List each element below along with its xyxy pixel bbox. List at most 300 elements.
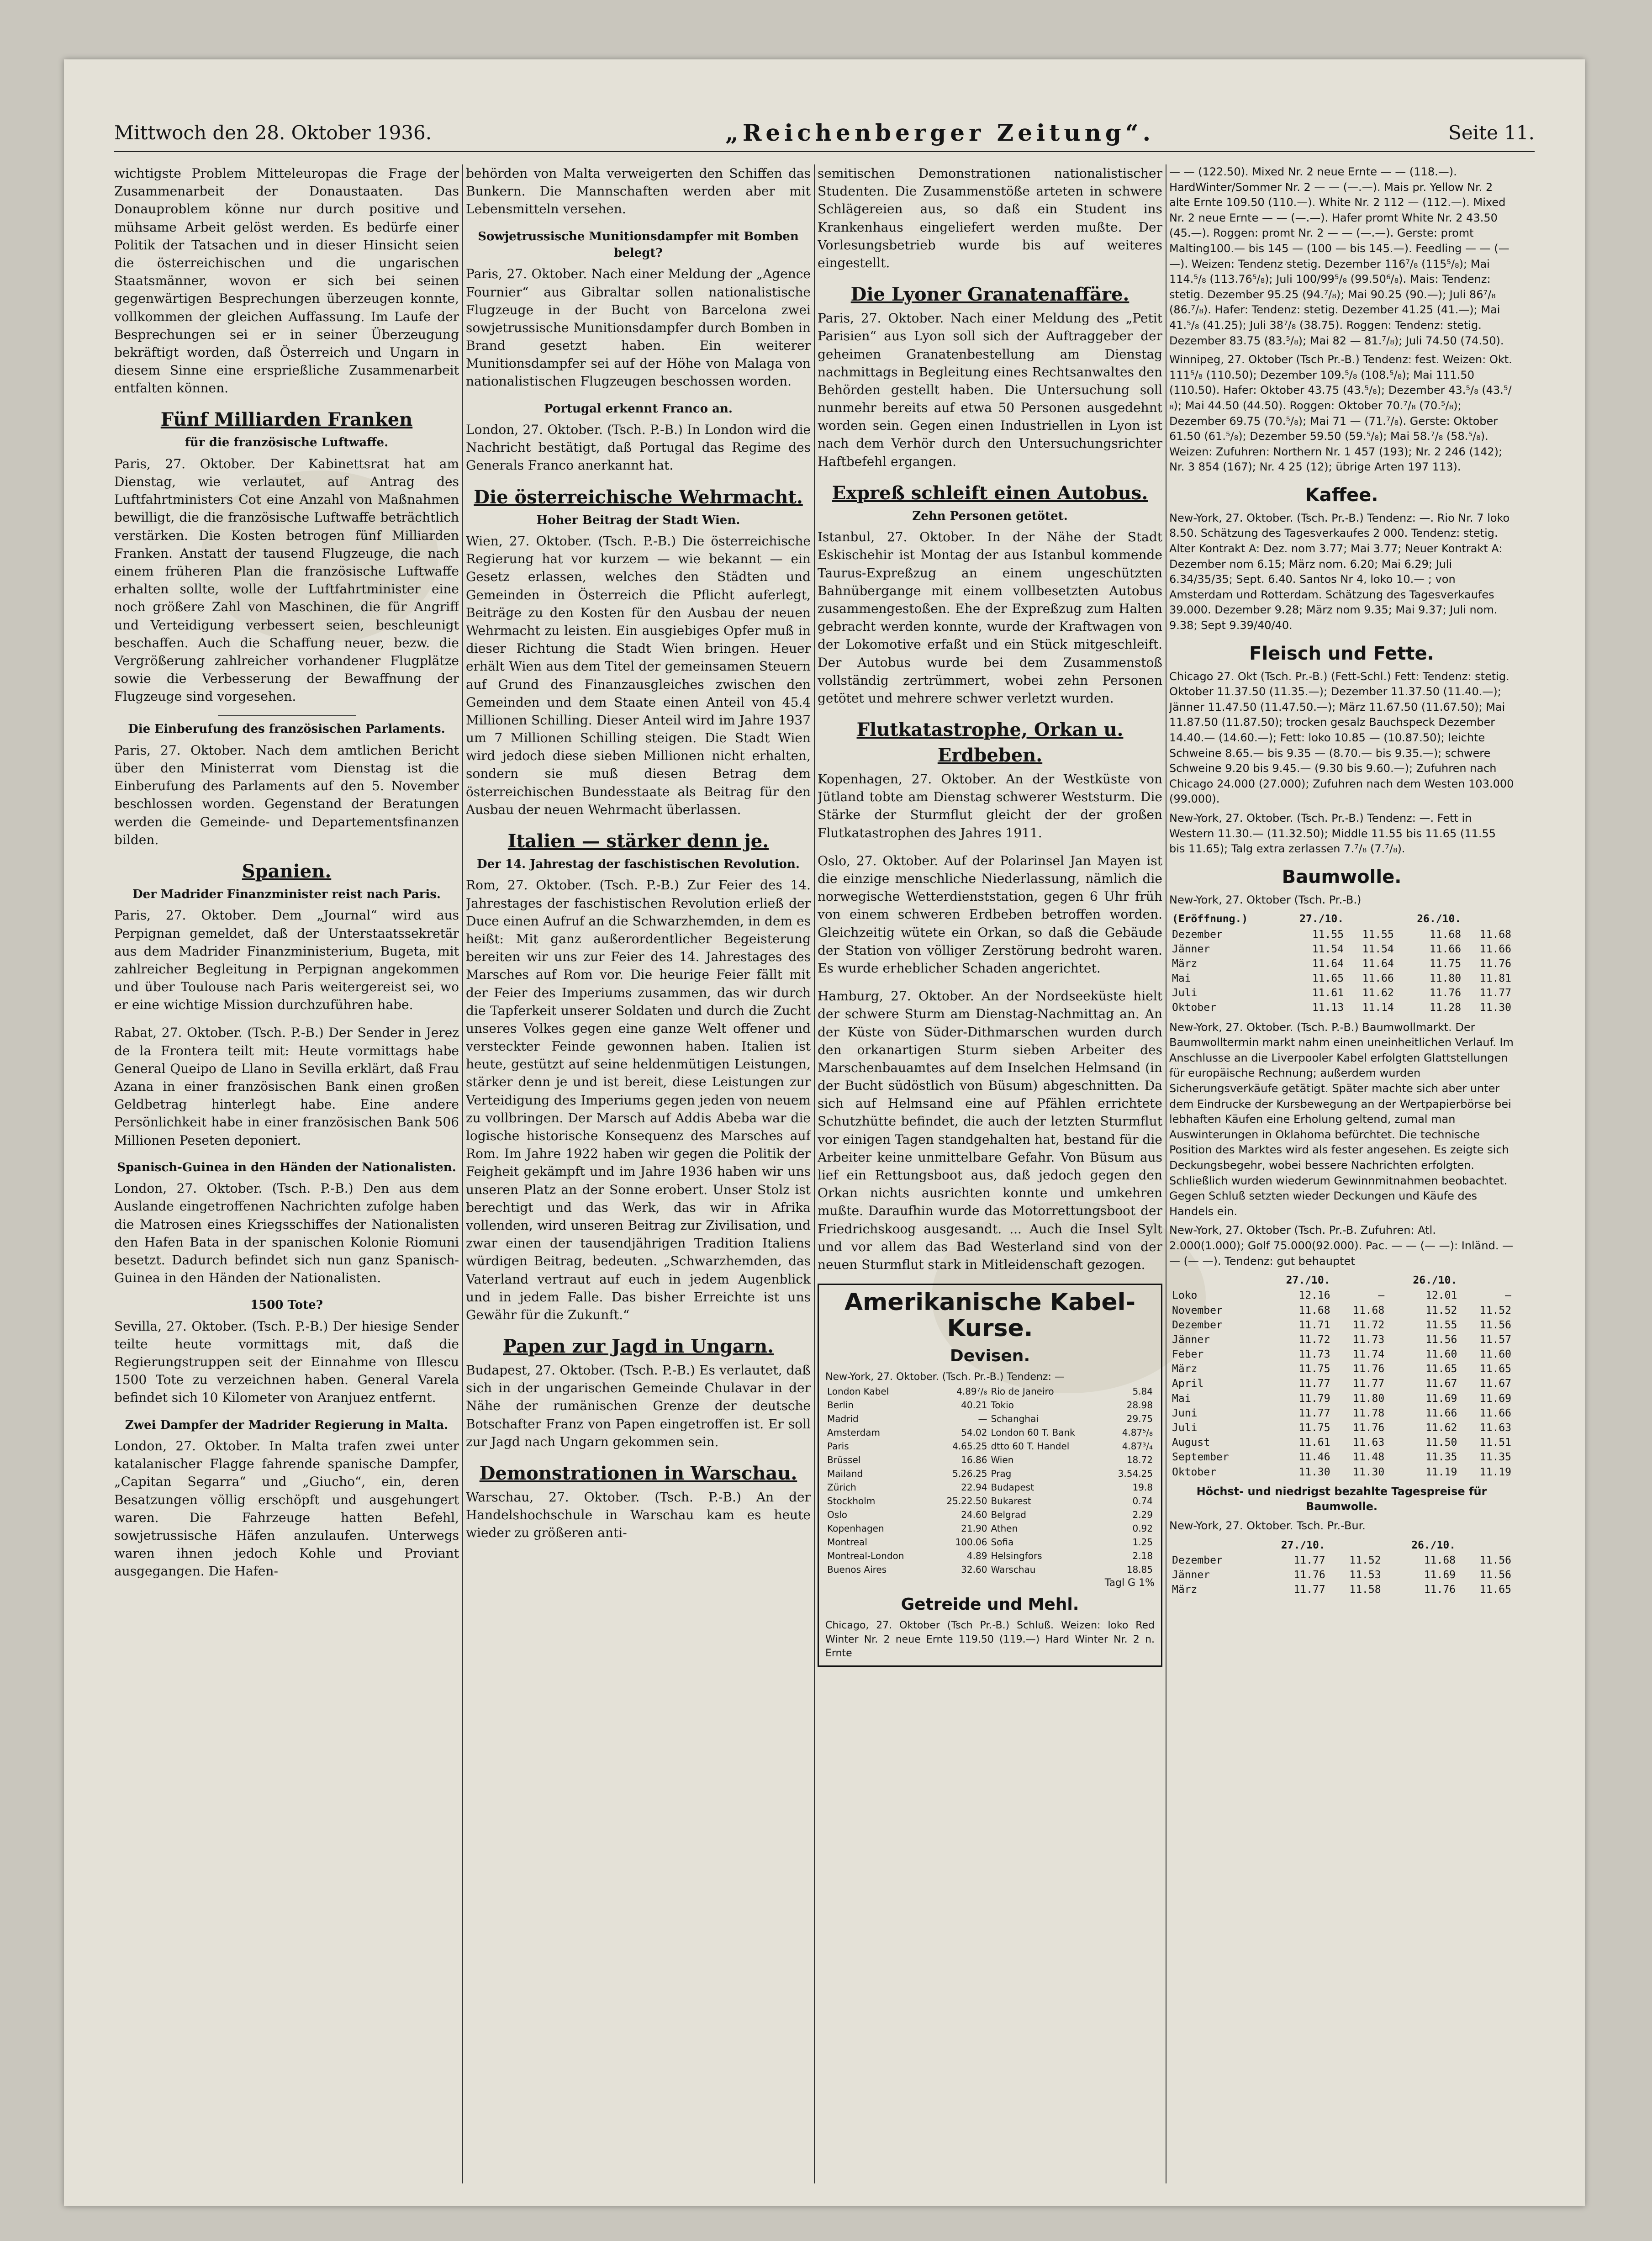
cotton-price: 11.65 [1312,973,1344,985]
cotton-price: 11.76 [1479,957,1511,970]
devisen-place: Sofia [991,1536,1014,1548]
devisen-rate: 19.8 [1132,1481,1153,1493]
cotton-table-closing [1169,1273,1514,1480]
cotton-price: 11.77 [1293,1554,1325,1566]
cotton-month: Dezember [1172,1319,1223,1331]
cotton-table-range [1169,1538,1514,1597]
cotton-month: März [1172,957,1198,970]
devisen-place: Buenos Aires [827,1564,887,1575]
cotton-month: November [1172,1304,1223,1316]
article-body: semitischen Demonstrationen nationalistischer Studenten. Die Zusammenstöße arteten in schwere Schlägereien aus, so daß ein Student ins Krankenhaus eingeliefert werden mußte. Der Vorlesungsbetrieb wurde bis auf weiteres eingestellt. [818,166,1162,270]
cotton-price: 12.16 [1298,1290,1330,1302]
cotton-month: September [1172,1451,1229,1464]
article [466,1461,811,1542]
cotton-price: 11.61 [1298,1437,1330,1449]
cotton-price: 11.68 [1352,1304,1385,1316]
cotton-price: 11.74 [1352,1348,1385,1361]
devisen-row [825,1480,1155,1494]
cotton-row [1169,1376,1514,1391]
article [818,282,1162,470]
cotton-price: — [1378,1290,1385,1302]
cotton-price: 11.77 [1298,1378,1330,1390]
cotton-month: Jänner [1172,943,1210,955]
cotton-row [1169,1288,1514,1303]
cotton-price: 11.52 [1479,1304,1511,1316]
cotton-month: Loko [1172,1290,1198,1302]
devisen-row [825,1453,1155,1467]
cotton-price: 11.63 [1479,1422,1511,1434]
cotton-row [1169,1332,1514,1347]
article-subheadline: Spanisch-Guinea in den Händen der Nationalisten. [117,1160,456,1174]
issue-date: Mittwoch den 28. Oktober 1936. [114,121,432,144]
cotton-price: 11.61 [1312,987,1344,999]
devisen-place: Bukarest [991,1495,1031,1506]
article [818,481,1162,707]
cotton-price: 11.56 [1479,1319,1511,1331]
cotton-row [1169,1465,1514,1480]
devisen-place: Warschau [991,1564,1036,1575]
cotton-row [1169,1362,1514,1376]
cotton-row [1169,1391,1514,1406]
devisen-rate: 28.98 [1126,1399,1153,1411]
cotton-month: Juli [1172,987,1198,999]
cotton-price: 11.68 [1429,928,1462,941]
article-body: Warschau, 27. Oktober. (Tsch. P.-B.) An der Handelshochschule in Warschau kam es heute wieder zu größeren anti- [466,1490,811,1541]
cotton-price: 11.55 [1362,928,1394,941]
cotton-row [1169,1435,1514,1450]
article [818,987,1162,1274]
cotton-row [1169,971,1514,986]
cotton-month: Juli [1172,1422,1198,1434]
article-body: Istanbul, 27. Oktober. In der Nähe der Stadt Eskischehir ist Montag der aus Istanbul kommende Taurus-Expreßzug an einem ungeschützten Bahnübergange mit einem vollbesetzten Autobus zusammengestoßen. Ehe der Expreßzug zum Halten gebracht werden konnte, wurde der Kraftwagen von der Lokomotive erfaßt und ein Stück mitgeschleift. Der Autobus wurde bei dem Zusammenstoß vollständig zertrümmert, wobei zehn Personen getötet und mehrere schwer verletzt wurden. [818,529,1162,706]
cotton-price: 11.75 [1298,1422,1330,1434]
cotton-month: März [1172,1363,1198,1375]
column-1 [114,164,459,2188]
devisen-place: dtto 60 T. Handel [991,1440,1070,1452]
cotton-month: Oktober [1172,1002,1216,1014]
cotton-price: 11.68 [1298,1304,1330,1316]
devisen-place: Rio de Janeiro [991,1385,1054,1397]
cotton-price: 11.67 [1425,1378,1457,1390]
cotton-price: 11.69 [1424,1569,1456,1581]
cotton-price: 11.14 [1362,1002,1394,1014]
devisen-rate: 21.90 [961,1522,987,1534]
cotton-price: 11.69 [1425,1392,1457,1405]
devisen-rate: 40.21 [961,1399,987,1411]
cotton-month: Mai [1172,973,1191,985]
cotton-price: 11.51 [1479,1437,1511,1449]
cotton-month: Feber [1172,1348,1204,1361]
cotton-price: 11.71 [1298,1319,1330,1331]
article [466,401,811,475]
devisen-place: Wien [991,1454,1014,1465]
cotton-row [1169,957,1514,971]
cotton-table-opening [1169,911,1514,1015]
cotton-price: 11.65 [1479,1584,1511,1596]
cotton-column-header [1346,911,1397,927]
devisen-place: Helsingfors [991,1550,1042,1561]
devisen-place: Belgrad [991,1509,1026,1520]
article [466,228,811,391]
devisen-table [825,1385,1155,1576]
devisen-place: Amsterdam [827,1427,881,1438]
devisen-place: Stockholm [827,1495,876,1506]
devisen-rate: 29.75 [1126,1413,1153,1424]
article-body: Paris, 27. Oktober. Nach dem amtlichen Bericht über den Ministerrat vom Dienstag ist die Einberufung des Parlaments auf den 5. November beschlossen worden. Gegenstand der Beratungen werden die Gemeinde- und Departementsfinanzen bilden. [114,742,459,847]
cotton-price: 11.64 [1312,957,1344,970]
article-body: Rom, 27. Oktober. (Tsch. P.-B.) Zur Feier des 14. Jahrestages der faschistischen Revolution erließ der Duce einen Aufruf an die Schwarzhemden, in dem es heißt: Mit ganz außerordentlicher Begeisterung bereiten wir uns zur Feier des 14. Jahrestages des Marsches auf Rom vor. Die heurige Feier fällt mit der Feier des Imperiums zusammen, das wir durch die Tapferkeit unserer Soldaten und durch die Zucht unseres Volkes gegen eine ganze Welt offener und versteckter Feinde gewonnen haben. Italien ist heute, gestützt auf seine heldenmütigen Leistungen, stärker denn je und ist bereit, diese Leistungen zur Verteidigung des Imperiums gegen jeden von neuem zu vollbringen. Der Marsch auf Addis Abeba war die logische historische Konsequenz des Marsches auf Rom. Im Jahre 1922 haben wir gegen die Politik der Feigheit gekämpft und im Jahre 1936 haben wir uns unseren Platz an der Sonne erobert. Unser Stolz ist berechtigt und das Werk, das wir in Afrika vollenden, wird unseren Beitrag zur Zivilisation, und zwar einen der tausendjährigen Tradition Italiens würdigen Beitrag, bedeuten. „Schwarzhemden, das Vaterland vertraut auf euch in jedem Augenblick und in jedem Falle. Das bisher Erreichte ist uns Gewähr für die Zukunft.“ [466,877,811,1322]
kaffee-report: New-York, 27. Oktober. (Tsch. Pr.-B.) Tendenz: —. Rio Nr. 7 loko 8.50. Schätzung des Tagesverkaufes 2 000. Tendenz: stetig. Alter Kontrakt A: Dez. nom 3.77; Mai 3.77; Neuer Kontrakt A: Dezember nom 6.15; März nom. 6.20; Mai 6.29; Juli 6.34/35/35; Sept. 6.40. Santos Nr 4, loko 10.— ; von Amsterdam und Rotterdam. Schätzung des Tagesverkaufes 39.000. Dezember 9.28; März nom 9.35; Mai 9.37; Juli nom. 9.38; Sept 9.39/40/40. [1169,511,1510,632]
article [466,485,811,819]
devisen-place: Prag [991,1468,1012,1479]
devisen-rate: 24.60 [961,1509,987,1520]
devisen-rate: 4.89 [966,1550,987,1561]
column-rule [462,164,463,2183]
article [818,717,1162,842]
kaffee-heading: Kaffee. [1305,484,1378,506]
devisen-row [825,1467,1155,1480]
article-body: London, 27. Oktober. (Tsch. P.-B.) Den aus dem Auslande eingetroffenen Nachrichten zufolge haben die Matrosen eines Kriegsschiffes der Nationalisten den Hafen Bata in der spanischen Kolonie Riomuni besetzt. Dadurch befindet sich nun ganz Spanisch-Guinea in den Händen der Nationalisten. [114,1181,459,1286]
article-headline: Papen zur Jagd in Ungarn. [503,1336,774,1358]
cotton-month: August [1172,1437,1210,1449]
cotton-month: Jänner [1172,1333,1210,1346]
cotton-month: April [1172,1378,1204,1390]
devisen-rate: 2.29 [1132,1509,1153,1520]
devisen-rate: 0.92 [1132,1522,1153,1534]
cotton-price: 11.79 [1298,1392,1330,1405]
article-subheadline: Hoher Beitrag der Stadt Wien. [536,513,740,527]
devisen-place: Brüssel [827,1454,861,1465]
cotton-price: 11.77 [1293,1584,1325,1596]
cotton-month: Jänner [1172,1569,1210,1581]
article-body: Kopenhagen, 27. Oktober. An der Westküste von Jütland tobte am Dienstag schwerer Weststurm. Die Stärke der Sturmflut gleicht der der großen Flutkatastrophen des Jahres 1911. [818,772,1162,840]
column-2 [466,164,811,2188]
devisen-rate: 4.87³/₄ [1122,1440,1153,1452]
cotton-row [1169,1000,1514,1015]
newspaper-page [64,59,1585,2206]
cotton-month: Juni [1172,1407,1198,1419]
devisen-place: Budapest [991,1481,1034,1493]
cotton-column-header: 27./10. [1299,913,1344,925]
cotton-row [1169,1450,1514,1464]
baumwolle-heading: Baumwolle. [1282,866,1402,888]
cotton-column-header [1333,1273,1388,1288]
cotton-price: 11.66 [1479,1407,1511,1419]
cotton-row [1169,1347,1514,1362]
article [818,164,1162,272]
devisen-place: Berlin [827,1399,854,1411]
cotton-price: 11.53 [1349,1569,1381,1581]
cotton-price: 11.63 [1352,1437,1385,1449]
cotton-month: Dezember [1172,1554,1223,1566]
article-body: Paris, 27. Oktober. Nach einer Meldung des „Petit Parisien“ aus Lyon soll sich der Auftraggeber der geheimen Granatenbestellung am Dienstag nachmittags in Begleitung eines Rechtsanwaltes den Behörden gestellt haben. Die Untersuchung soll nunmehr bereits auf etwa 50 Personen ausgedehnt worden sein. Gegen einen Industriellen in Lyon ist nach dem Verhör durch den Untersuchungsrichter Haftbefehl ergangen. [818,311,1162,469]
getreide-text: Chicago, 27. Oktober (Tsch Pr.-B.) Schluß. Weizen: loko Red Winter Nr. 2 neue Ernte 119.50 (119.—) Hard Winter Nr. 2 n. Ernte [825,1619,1155,1660]
devisen-rate: 18.85 [1126,1564,1153,1575]
cotton-price: 11.56 [1479,1569,1511,1581]
devisen-rate: 4.87⁵/₈ [1122,1427,1153,1438]
devisen-row [825,1563,1155,1576]
cotton-price: 11.57 [1479,1333,1511,1346]
cotton-table-3-title: New-York, 27. Oktober. Tsch. Pr.-Bur. [1169,1519,1366,1532]
devisen-rate: 54.02 [961,1427,987,1438]
cotton-price: 11.73 [1298,1348,1330,1361]
cotton-price: 11.80 [1429,973,1462,985]
cotton-price: 11.73 [1352,1333,1385,1346]
cotton-price: 11.30 [1298,1466,1330,1478]
grain-report: — — (122.50). Mixed Nr. 2 neue Ernte — — (118.—). HardWinter/Sommer Nr. 2 — — (—.—). Mais pr. Yellow Nr. 2 alte Ernte 109.50 (110.—). White Nr. 2 112 — (112.—). Mixed Nr. 2 neue Ernte — — (—.—). Hafer promt White Nr. 2 43.50 (45.—). Roggen: promt Nr. 2 — — (—.—). Gerste: promt Malting100.— bis 145 — (100 — bis 145.—). Feedling — — (— —). Weizen: Tendenz stetig. Dezember 116⁷/₈ (115⁵/₈); Mai 114.⁵/₈ (113.76⁵/₈); Juli 100/99⁵/₈ (99.50⁶/₈). Mais: Tendenz: stetig. Dezember 95.25 (94.⁷/₈); Mai 90.25 (90.—); Juli 86⁷/₈ (86.⁷/₈). Hafer: Tendenz: stetig. Dezember 41.25 (41.—); Mai 41.⁵/₈ (41.25); Juli 38⁷/₈ (38.75). Roggen: Tendenz: stetig. Dezember 83.75 (83.⁵/₈); Mai 82 — 81.⁷/₈); Juli 74.50 (74.50). [1169,165,1509,347]
cotton-price: 11.72 [1352,1319,1385,1331]
winnipeg-report: Winnipeg, 27. Oktober (Tsch Pr.-B.) Tendenz: fest. Weizen: Okt. 111⁵/₈ (110.50); Dezember 109.⁵/₈ (108.⁵/₈); Mai 111.50 (110.50). Hafer: Oktober 43.75 (43.⁵/₈); Dezember 43.⁵/₈ (43.⁵/₈); Mai 44.50 (44.50). Roggen: Oktober 70.⁷/₈ (70.⁵/₈); Dezember 69.75 (70.⁵/₈); Mai 71 — (71.⁷/₈). Gerste: Oktober 61.50 (61.⁵/₈); Dezember 59.50 (59.⁵/₈); Mai 58.⁷/₈ (58.⁵/₈). Weizen: Zufuhren: Northern Nr. 1 457 (193); Nr. 2 246 (142); Nr. 3 854 (167); Nr. 4 25 (12); übrige Arten 197 113). [1169,353,1512,474]
column-4 [1169,164,1514,2188]
article-body: Hamburg, 27. Oktober. An der Nordseeküste hielt der schwere Sturm am Dienstag-Nachmittag an. An der Küste von Süder-Dithmarschen wurden durch den orkanartigen Sturm sieben Arbeiter des Marschenbauamtes auf dem Inselchen Helmsand (in der Bucht südöstlich von Büsum) abgeschnitten. Da sich auf Helmsand eine auf Pfählen errichtete Schutzhütte befindet, die auch der letzten Sturmflut vor einigen Tagen standgehalten hat, bestand für die Arbeiter keine unmittelbare Gefahr. Von Büsum aus lief ein Rettungsboot aus, daß jedoch gegen den Orkan nichts ausrichten konnte und umkehren mußte. Daraufhin wurde das Motorrettungsboot der Friedrichskoog ausgesandt. ... Auch die Insel Sylt und vor allem das Bad Westerland sind von der neuen Sturmflut stark in Mitleidenschaft gezogen. [818,988,1162,1272]
cotton-price: 11.67 [1479,1378,1511,1390]
article [114,859,459,1014]
separator [218,715,356,716]
getreide-heading: Getreide und Mehl. [901,1595,1079,1614]
devisen-row [825,1522,1155,1535]
cotton-price: 11.55 [1312,928,1344,941]
article-subheadline: Zehn Personen getötet. [912,509,1068,523]
article-headline: Italien — stärker denn je. [507,830,769,852]
cotton-row [1169,1582,1514,1597]
devisen-place: Madrid [827,1413,859,1424]
cotton-price: 11.68 [1424,1554,1456,1566]
cotton-price: 11.66 [1425,1407,1457,1419]
devisen-place: London Kabel [827,1385,889,1397]
cotton-price: 11.76 [1352,1422,1385,1434]
cotton-price: 11.81 [1479,973,1511,985]
fleisch-report: Chicago 27. Okt (Tsch. Pr.-B.) (Fett-Schl.) Fett: Tendenz: stetig. Oktober 11.37.50 (11.35.—); Dezember 11.37.50 (11.40.—); Jänner 11.47.50 (11.47.50.—); März 11.67.50 (11.67.50); Mai 11.87.50 (11.87.50); trocken gesalz Bauchspeck Dezember 14.40.— (14.60.—); Fett: loko 10.85 — (10.87.50); leichte Schweine 8.65.— bis 9.35 — (8.70.— bis 9.35.—); schwere Schweine 9.20 bis 9.45.— (9.30 bis 9.60.—); Zufuhren nach Chicago 24.000 (27.000); Zufuhren nach dem Westen 103.000 (99.000). [1169,670,1514,806]
cotton-price: 11.62 [1425,1422,1457,1434]
column-rule [814,164,815,2183]
article [114,721,459,849]
cotton-header-row [1169,911,1514,927]
cotton-price: 11.35 [1425,1451,1457,1464]
cotton-price: 11.54 [1312,943,1344,955]
article-body: Oslo, 27. Oktober. Auf der Polarinsel Jan Mayen ist die einzige menschliche Niederlassung, nämlich die norwegische Wetterdienststation, gegen 6 Uhr früh von einem schweren Erdbeben betroffen worden. Gleichzeitig wütete ein Orkan, so daß die Gebäude der Station von völliger Zerstörung bedroht waren. Es wurde erheblicher Schaden angerichtet. [818,853,1162,976]
baumwolle-report: New-York, 27. Oktober. (Tsch. P.-B.) Baumwollmarkt. Der Baumwolltermin markt nahm einen uneinheitlichen Verlauf. Im Anschlusse an die Liverpooler Kabel erfolgten Glattstellungen für europäische Rechnung; außerdem wurden Sicherungsverkäufe getätigt. Später machte sich aber unter dem Eindrucke der Kursbewegung an der Wertpapierbörse bei lebhaften Käufen eine Erholung geltend, zumal man Auswinterungen in Oklahoma befürchtet. Die technische Position des Marktes wird als fester angesehen. Es zeigte sich Deckungsbegehr, wobei bessere Nachrichten erfolgten. Schließlich wurden wiederum Gewinnmitnahmen beobachtet. Gegen Schluß setzten wieder Deckungen und Käufe des Handels ein. [1169,1020,1514,1218]
article [466,164,811,218]
article-subheadline: Die Einberufung des französischen Parlaments. [128,722,445,736]
cotton-price: 11.62 [1362,987,1394,999]
devisen-rate: 18.72 [1126,1454,1153,1465]
cotton-header-row [1169,1273,1514,1288]
cotton-price: 11.54 [1362,943,1394,955]
cotton-price: 11.65 [1479,1363,1511,1375]
devisen-place: Paris [827,1440,849,1452]
devisen-heading: Devisen. [950,1346,1030,1365]
cotton-price: 11.28 [1429,1002,1462,1014]
cotton-column-header: 27./10. [1286,1274,1330,1287]
devisen-rate: 100.06 [955,1536,987,1548]
cotton-price: 11.58 [1349,1584,1381,1596]
devisen-rate: 2.18 [1132,1550,1153,1561]
article-subheadline: für die französische Luftwaffe. [185,436,389,450]
cotton-price: 11.30 [1352,1466,1385,1478]
devisen-rate: 3.54.25 [1118,1468,1153,1479]
article-subheadline: 1500 Tote? [250,1298,323,1312]
fleisch-report-newyork: New-York, 27. Oktober. (Tsch. Pr.-B.) Tendenz: —. Fett in Western 11.30.— (11.32.50); Middle 11.55 bis 11.65 (11.55 bis 11.65); Talg extra zerlassen 7.⁷/₈ (7.⁷/₈). [1169,811,1496,856]
masthead [114,114,1535,152]
cotton-column-header [1328,1538,1384,1553]
cotton-price: 12.01 [1425,1290,1457,1302]
cotton-price: 11.75 [1298,1363,1330,1375]
article-body: Sevilla, 27. Oktober. (Tsch. P.-B.) Der hiesige Sender teilte heute vormittags mit, daß die Regierungstruppen seit der Einnahme von Illescu 1500 Tote zu verzeichnen haben. General Varela befindet sich 10 Kilometer von Aranjuez entfernt. [114,1318,459,1406]
article-headline: Die österreichische Wehrmacht. [474,486,803,508]
cotton-row [1169,986,1514,1000]
cotton-price: 11.19 [1425,1466,1457,1478]
article-headline: Demonstrationen in Warschau. [479,1463,797,1485]
article-subheadline: Der 14. Jahrestag der faschistischen Revolution. [477,857,800,871]
devisen-place: Montreal [827,1536,867,1548]
cotton-row [1169,927,1514,942]
cotton-price: 11.35 [1479,1451,1511,1464]
cotton-column-header: 26./10. [1411,1539,1456,1551]
cotton-price: 11.76 [1352,1363,1385,1375]
devisen-row [825,1385,1155,1398]
article-subheadline: Zwei Dampfer der Madrider Regierung in Malta. [125,1418,449,1432]
cotton-price: 11.56 [1425,1333,1457,1346]
devisen-rate: 4.65.25 [952,1440,987,1452]
devisen-place: Mailand [827,1468,863,1479]
article-body: London, 27. Oktober. (Tsch. P.-B.) In London wird die Nachricht bestätigt, daß Portugal das Regime des Generals Franco anerkannt hat. [466,422,811,473]
devisen-row [825,1439,1155,1453]
cotton-price: 11.56 [1479,1554,1511,1566]
cotton-price: 11.76 [1293,1569,1325,1581]
devisen-rate: 4.89⁷/₈ [956,1385,987,1397]
cotton-price: 11.77 [1298,1407,1330,1419]
article [114,1417,459,1580]
article-body: Budapest, 27. Oktober. (Tsch. P.-B.) Es verlautet, daß sich in der ungarischen Gemeinde Chulavar in der Nähe der rumänischen Grenze der deutsche Botschafter Franz von Papen eingetroffen ist. Er soll zur Jagd nach Ungarn gekommen sein. [466,1363,811,1449]
article [114,164,459,397]
cotton-row [1169,1318,1514,1332]
devisen-rate: 32.60 [961,1564,987,1575]
article-subheadline: Portugal erkennt Franco an. [544,402,733,416]
article [466,829,811,1324]
devisen-row [825,1535,1155,1549]
cotton-column-header: (Eröffnung.) [1172,913,1248,925]
article-body: Wien, 27. Oktober. (Tsch. P.-B.) Die österreichische Regierung hat vor kurzem — wie bekannt — ein Gesetz erlassen, welches den Städten und Gemeinden in Österreich die Pflicht auferlegt, Beiträge zu den Kosten für den Ausbau der neuen Wehrmacht zu leisten. Ein ausgiebiges Opfer muß in dieser Richtung die Stadt Wien bringen. Heuer erhält Wien aus dem Titel der gemeinsamen Steuern auf Grund des Finanzausgleiches zwischen den Gemeinden und dem Staate einen Anteil von 45.4 Millionen Schilling. Dieser Anteil wird im Jahre 1937 um 7 Millionen Schilling steigen. Die Stadt Wien wird jedoch diese sieben Millionen nicht erhalten, sondern sie muß diesen Betrag dem österreichischen Bundesstaate als Beitrag für den Ausbau der neuen Wehrmacht überlassen. [466,534,811,817]
devisen-row [825,1508,1155,1522]
article-headline: Die Lyoner Granatenaffäre. [850,284,1129,306]
article [114,1159,459,1287]
cotton-header-row [1169,1538,1514,1553]
devisen-row [825,1412,1155,1426]
devisen-place: Athen [991,1522,1018,1534]
cotton-price: 11.30 [1479,1002,1511,1014]
devisen-place: London 60 T. Bank [991,1427,1075,1438]
devisen-rate: 25.22.50 [946,1495,987,1506]
article-body: wichtigste Problem Mitteleuropas die Frage der Zusammenarbeit der Donaustaaten. Das Donauproblem könne nur durch positive und mühsame Arbeit gelöst werden. Es bedürfe einer Politik der Tatsachen und in dieser Hinsicht seien die österreichischen und die ungarischen Staatsmänner, wovon er sich bei seinen gegenwärtigen Besprechungen überzeugen konnte, vollkommen der gleichen Auffassung. Im Laufe der Besprechungen sei er in seiner Überzeugung bekräftigt worden, daß Österreich und Ungarn in diesem Sinne eine ersprießliche Zusammenarbeit entfalten können. [114,166,459,396]
cotton-price: 11.13 [1312,1002,1344,1014]
article-body: London, 27. Oktober. In Malta trafen zwei unter katalanischer Flagge fahrende spanische Dampfer, „Capitan Segarra“ und „Giucho“, ein, deren Besatzungen völlig erschöpft und ausgehungert waren. Die Fahrzeuge hatten Befehl, sowjetrussische Häfen anzulaufen. Unterwegs waren ihnen jedoch Kohle und Proviant ausgegangen. Die Hafen- [114,1438,459,1579]
devisen-dateline: New-York, 27. Oktober. (Tsch. Pr.-B.) Tendenz: — [825,1371,1065,1383]
cotton-price: 11.76 [1429,987,1462,999]
cotton-column-header: 26./10. [1413,1274,1457,1287]
cotton-price: 11.60 [1425,1348,1457,1361]
cotton-price: 11.80 [1352,1392,1385,1405]
cotton-price: 11.60 [1479,1348,1511,1361]
article [466,1334,811,1451]
hoechst-heading: Höchst- und niedrigst bezahlte Tagespreise für Baumwolle. [1196,1485,1487,1513]
cotton-price: 11.50 [1425,1437,1457,1449]
cotton-price: 11.64 [1362,957,1394,970]
article-body: Paris, 27. Oktober. Dem „Journal“ wird aus Perpignan gemeldet, daß der Unterstaatssekretär aus dem Madrider Finanzministerium, Bugeta, mit zahlreicher Begleitung in Perpignan angekommen und über Toulouse nach Paris weitergereist sei, wo er eine wichtige Mission durchzuführen habe. [114,908,459,1013]
cotton-price: 11.68 [1479,928,1511,941]
cotton-row [1169,1421,1514,1435]
devisen-row [825,1398,1155,1412]
cotton-column-header [1169,1538,1253,1553]
zufuhren-report: New-York, 27. Oktober (Tsch. Pr.-B. Zufuhren: Atl. 2.000(1.000); Golf 75.000(92.000). Pac. — — (— —): Inländ. — — (— —). Tendenz: gut behauptet [1169,1224,1514,1268]
cotton-month: Dezember [1172,928,1223,941]
article-headline: Flutkatastrophe, Orkan u. Erdbeben. [856,719,1124,766]
devisen-place: Kopenhagen [827,1522,884,1534]
devisen-rate: 1.25 [1132,1536,1153,1548]
devisen-rate: 5.26.25 [952,1468,987,1479]
article-body: Paris, 27. Oktober. Der Kabinettsrat hat am Dienstag, wie verlautet, auf Antrag des Luftfahrtministers Cot eine Anzahl von Maßnahmen bewilligt, die die französische Luftwaffe beträchtlich verstärken. Die Kosten betrogen fünf Milliarden Franken. Anstatt der tausend Flugzeuge, die nach einem früheren Plan die französische Luftwaffe erhalten sollte, wolle der Luftfahrtminister eine noch größere Zahl von Maschinen, die für Angriff und Verteidigung verbessert seien, beschleunigt beschaffen. Auch die Schaffung neuer, bezw. die Vergrößerung zahlreicher vorhandener Flugplätze sowie die Verbesserung der Bewaffnung der Flugzeuge sind vorgesehen. [114,456,459,704]
cotton-column-header: 26./10. [1417,913,1462,925]
devisen-place: Tokio [991,1399,1014,1411]
cotton-column-header [1464,911,1514,927]
cotton-price: 11.46 [1298,1451,1330,1464]
cotton-price: 11.66 [1479,943,1511,955]
cotton-price: 11.65 [1425,1363,1457,1375]
cotton-month: Oktober [1172,1466,1216,1478]
article-body: behörden von Malta verweigerten den Schiffen das Bunkern. Die Mannschaften werden aber mit Lebensmitteln versehen. [466,166,811,217]
cotton-table-1-title: New-York, 27. Oktober (Tsch. Pr.-B.) [1169,893,1362,906]
devisen-rate: 16.86 [961,1454,987,1465]
cotton-price: 11.76 [1424,1584,1456,1596]
cotton-price: 11.19 [1479,1466,1511,1478]
cotton-row [1169,1303,1514,1318]
cotton-month: Mai [1172,1392,1191,1405]
page-number: Seite 11. [1448,121,1535,144]
cotton-price: 11.52 [1349,1554,1381,1566]
cotton-column-header [1458,1538,1514,1553]
cotton-price: 11.69 [1479,1392,1511,1405]
article-headline: Spanien. [242,860,332,882]
devisen-rate: 5.84 [1132,1385,1153,1397]
cotton-row [1169,1406,1514,1421]
article [114,1297,459,1406]
article [818,852,1162,977]
article-subheadline: Sowjetrussische Munitionsdampfer mit Bomben belegt? [478,229,799,260]
devisen-place: Montreal-London [827,1550,904,1561]
devisen-rate: — [978,1413,987,1424]
devisen-row [825,1494,1155,1508]
article [114,1024,459,1149]
cotton-price: 11.48 [1352,1451,1385,1464]
article-subheadline: Der Madrider Finanzminister reist nach Paris. [132,887,441,901]
cotton-price: 11.75 [1429,957,1462,970]
cotton-price: 11.66 [1362,973,1394,985]
devisen-footnote: Tagl G 1% [1104,1577,1155,1589]
cotton-column-header [1460,1273,1514,1288]
devisen-place: Oslo [827,1509,847,1520]
cotton-price: — [1505,1290,1511,1302]
cotton-price: 11.78 [1352,1407,1385,1419]
devisen-row [825,1549,1155,1563]
cotton-price: 11.55 [1425,1319,1457,1331]
kabel-kurse-box [818,1284,1162,1667]
cotton-price: 11.77 [1479,987,1511,999]
cotton-month: März [1172,1584,1198,1596]
devisen-place: Zürich [827,1481,856,1493]
devisen-rate: 22.94 [961,1481,987,1493]
cotton-row [1169,1553,1514,1568]
cotton-price: 11.52 [1425,1304,1457,1316]
column-3 [818,164,1162,2188]
